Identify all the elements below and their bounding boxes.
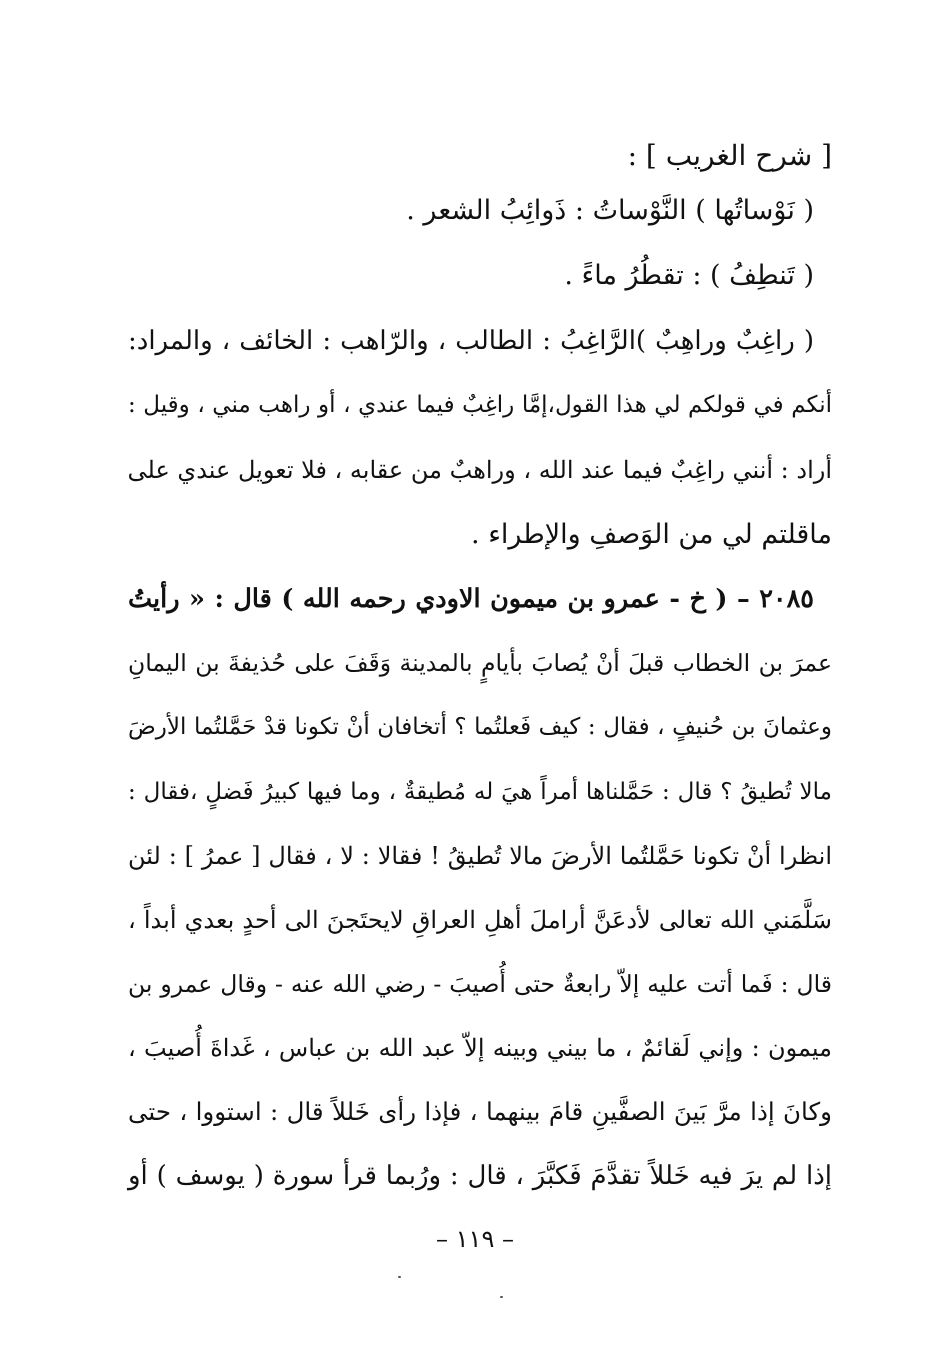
section-title: [ شرح الغريب ] :	[627, 139, 832, 172]
hadith-line-9: إذا لم يرَ فيه خَللاً تقدَّمَ فَكبَّرَ ، قال : ورُبما قرأ سورة ( يوسف ) أو	[128, 1161, 832, 1191]
glossary-line-2: ( تَنطِفُ ) : تقطُرُ ماءً .	[564, 260, 814, 291]
hadith-line-5: سَلَّمَني الله تعالى لأدعَنَّ أراملَ أهلِ العراقِ لايحتَجنَ الى أحدٍ بعدي أبداً ،	[128, 906, 832, 934]
hadith-line-4: انظرا أنْ تكونا حَمَّلتُما الأرضَ مالا تُطيقُ ! فقالا : لا ، فقال [ عمرُ ] : لئن	[128, 842, 832, 870]
glossary-line-6: ماقلتم لي من الوَصفِ والإطراء .	[471, 519, 832, 550]
scan-speck	[500, 1296, 503, 1298]
glossary-line-5: أراد : أنني راغِبٌ فيما عند الله ، وراهبٌ من عقابه ، فلا تعويل عندي على	[127, 456, 832, 484]
hadith-line-3: مالا تُطيقُ ؟ قال : حَمَّلناها أمراً هيَ له مُطيقةٌ ، وما فيها كبيرُ فَضلٍ ،فقال :	[128, 779, 832, 805]
glossary-line-4: أنكم في قولكم لي هذا القول،إمَّا راغِبٌ فيما عندي ، أو راهب مني ، وقيل :	[128, 392, 832, 418]
hadith-line-8: وكانَ إذا مرَّ بَينَ الصفَّينِ قامَ بينهما ، فإذا رأى خَللاً قال : استووا ، حتى	[128, 1097, 832, 1126]
hadith-line-7: ميمون : وإني لَقائمٌ ، ما بيني وبينه إلاّ عبد الله بن عباس ، غَداةَ أُصيبَ ،	[128, 1034, 832, 1062]
scan-speck	[398, 1276, 401, 1278]
hadith-line-6: قال : فَما أتت عليه إلاّ رابعةٌ حتى أُصيبَ - رضي الله عنه - وقال عمرو بن	[128, 970, 832, 998]
page-number: – ١١٩ –	[436, 1225, 514, 1253]
glossary-line-1: ( نَوْساتُها ) النَّوْساتُ : ذَوائِبُ الشعر .	[406, 195, 814, 226]
hadith-heading: ٢٠٨٥ – ( خ - عمرو بن ميمون الاودي رحمه الله ) قال : « رأيتُ	[128, 584, 814, 614]
glossary-line-3: ( راغِبٌ وراهِبٌ )الرَّاغِبُ : الطالب ، والرّاهب : الخائف ، والمراد:	[128, 326, 814, 356]
hadith-line-1: عمرَ بن الخطاب قبلَ أنْ يُصابَ بأيامٍ بالمدينة وَقَفَ على حُذيفةَ بن اليمانِ	[128, 649, 832, 677]
hadith-line-2: وعثمانَ بن حُنيفٍ ، فقال : كيف فَعلتُما ؟ أتخافان أنْ تكونا قدْ حَمَّلتُما الأرضَ	[128, 714, 832, 740]
